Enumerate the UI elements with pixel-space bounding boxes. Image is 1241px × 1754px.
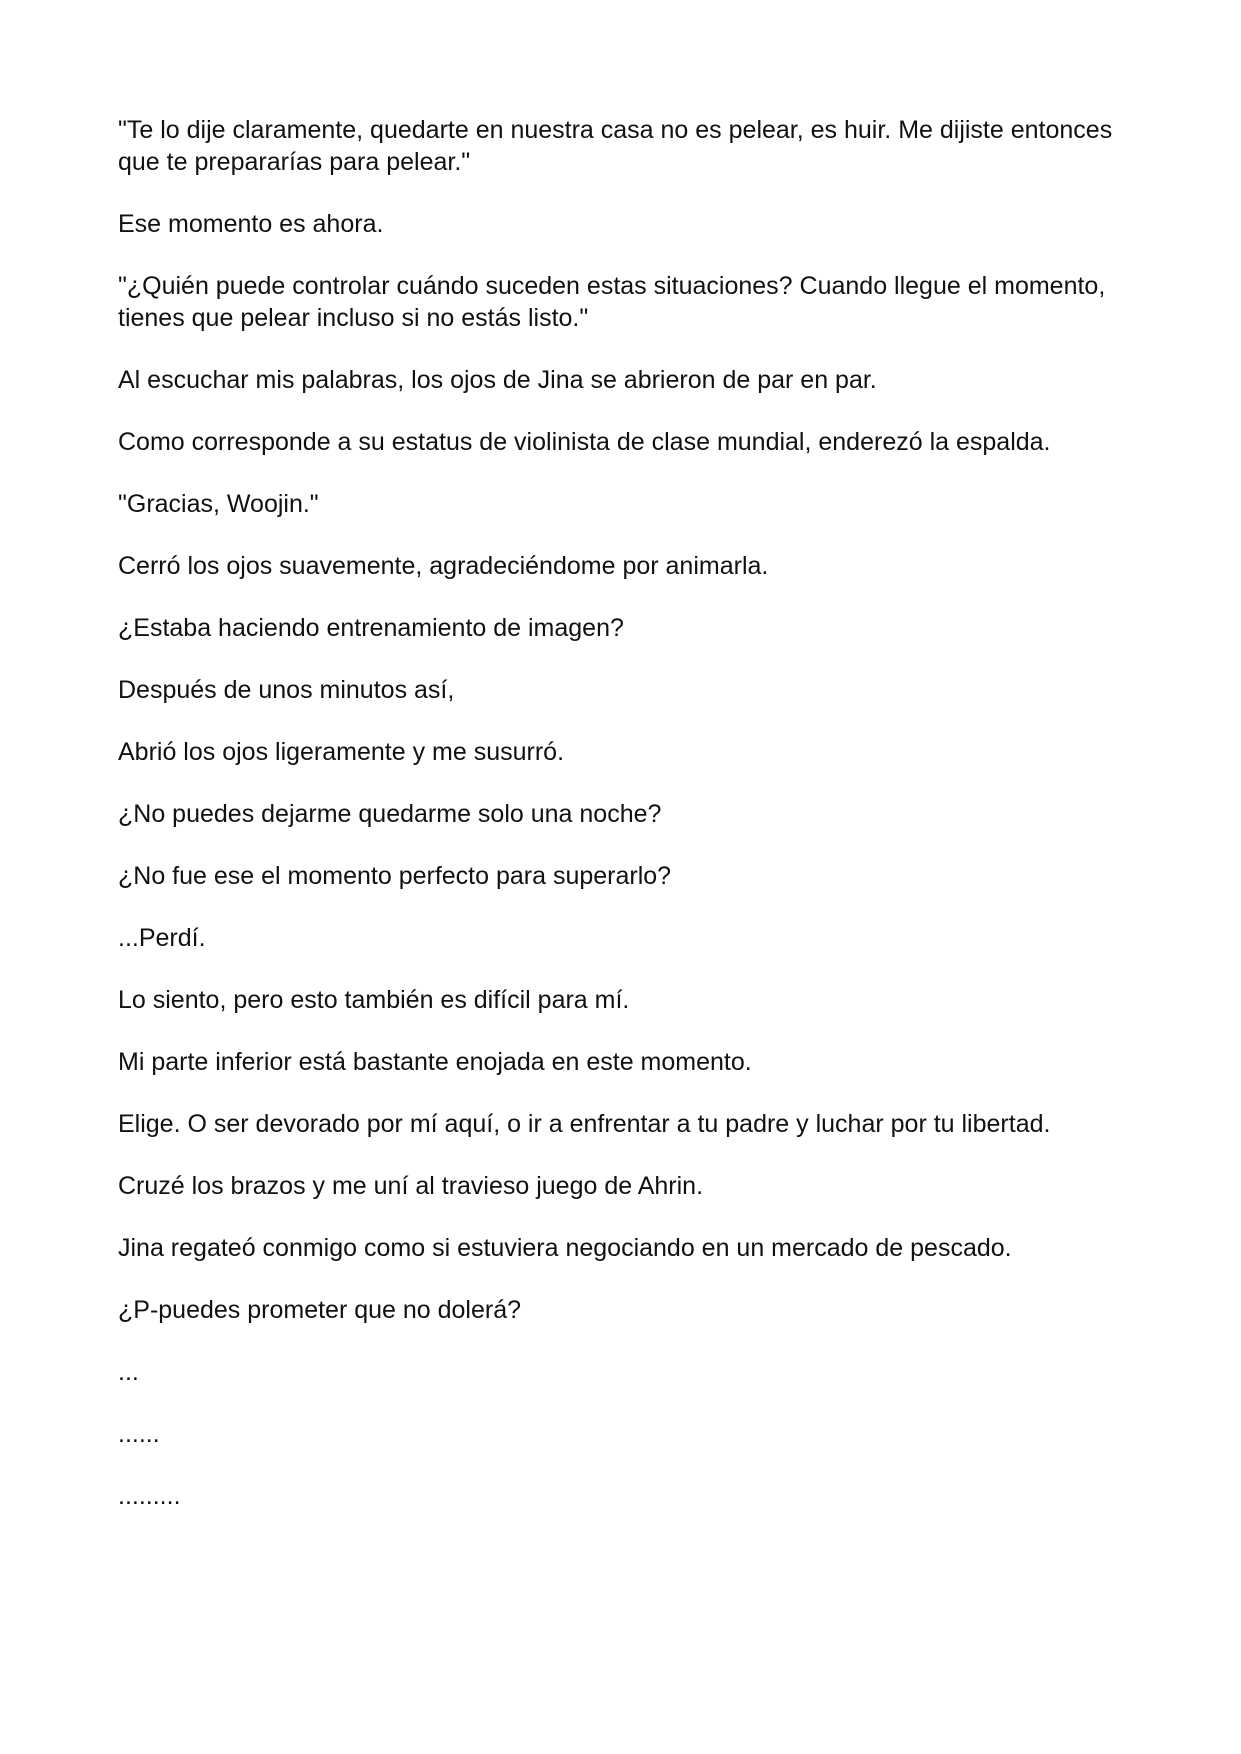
paragraph: ¿No fue ese el momento perfecto para superarlo? bbox=[118, 862, 672, 890]
paragraph: "Te lo dije claramente, quedarte en nuestra casa no es pelear, es huir. Me dijiste entonces que te prepararías para pelear." bbox=[118, 116, 1113, 176]
paragraph: Mi parte inferior está bastante enojada en este momento. bbox=[118, 1048, 752, 1076]
paragraph: Cruzé los brazos y me uní al travieso juego de Ahrin. bbox=[118, 1172, 704, 1200]
paragraph: "Gracias, Woojin." bbox=[118, 490, 319, 518]
paragraph: Después de unos minutos así, bbox=[118, 676, 455, 704]
paragraph: ......... bbox=[118, 1482, 181, 1510]
paragraph: ¿P-puedes prometer que no dolerá? bbox=[118, 1296, 522, 1324]
paragraph: Al escuchar mis palabras, los ojos de Jina se abrieron de par en par. bbox=[118, 366, 877, 394]
paragraph: Cerró los ojos suavemente, agradeciéndome por animarla. bbox=[118, 552, 769, 580]
paragraph: ¿Estaba haciendo entrenamiento de imagen? bbox=[118, 614, 624, 642]
document-body bbox=[118, 114, 1128, 1542]
paragraph: Elige. O ser devorado por mí aquí, o ir a enfrentar a tu padre y luchar por tu libertad. bbox=[118, 1110, 1051, 1138]
paragraph: Ese momento es ahora. bbox=[118, 210, 384, 238]
paragraph: Jina regateó conmigo como si estuviera negociando en un mercado de pescado. bbox=[118, 1234, 1012, 1262]
paragraph: "¿Quién puede controlar cuándo suceden estas situaciones? Cuando llegue el momento, tienes que pelear incluso si no estás listo." bbox=[118, 272, 1106, 332]
paragraph: ... bbox=[118, 1358, 139, 1386]
paragraph: ...... bbox=[118, 1420, 160, 1448]
paragraph: ¿No puedes dejarme quedarme solo una noche? bbox=[118, 800, 662, 828]
paragraph: Lo siento, pero esto también es difícil para mí. bbox=[118, 986, 630, 1014]
paragraph: ...Perdí. bbox=[118, 924, 206, 952]
paragraph: Como corresponde a su estatus de violinista de clase mundial, enderezó la espalda. bbox=[118, 428, 1051, 456]
paragraph: Abrió los ojos ligeramente y me susurró. bbox=[118, 738, 565, 766]
